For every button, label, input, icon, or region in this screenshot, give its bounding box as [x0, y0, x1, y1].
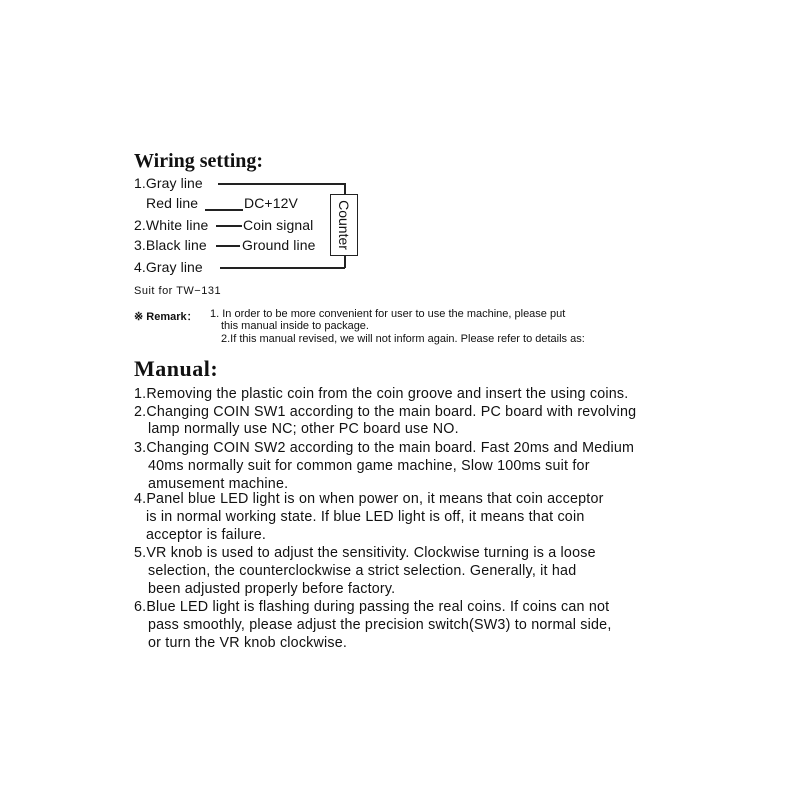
wire-signal-white: Coin signal	[243, 217, 314, 233]
remark-item-1-cont: this manual inside to package.	[221, 320, 369, 332]
manual-line: 3.Changing COIN SW2 according to the main board. Fast 20ms and Medium	[134, 440, 635, 456]
wire-signal-black: Ground line	[242, 237, 316, 253]
wire-white-line	[216, 225, 242, 227]
manual-line: lamp normally use NC; other PC board use NO.	[148, 421, 459, 437]
manual-line: 6.Blue LED light is flashing during passing the real coins. If coins can not	[134, 599, 610, 615]
manual-line: 1.Removing the plastic coin from the coin groove and insert the using coins.	[134, 386, 629, 402]
manual-line: amusement machine.	[148, 476, 289, 492]
remark-item-1: 1. In order to be more convenient for user to use the machine, please put	[210, 308, 566, 320]
manual-line: been adjusted properly before factory.	[148, 581, 396, 597]
remark-item-2: 2.If this manual revised, we will not inform again. Please refer to details as:	[221, 333, 585, 345]
wire-label-black: 3.Black line	[134, 237, 207, 253]
manual-line: selection, the counterclockwise a strict selection. Generally, it had	[148, 563, 577, 579]
wire-signal-red: DC+12V	[244, 195, 298, 211]
wire-label-gray-4: 4.Gray line	[134, 259, 203, 275]
wire-red-line	[205, 209, 243, 211]
wire-black-line	[216, 245, 240, 247]
manual-line: is in normal working state. If blue LED light is off, it means that coin	[146, 509, 585, 525]
manual-line: 2.Changing COIN SW1 according to the main board. PC board with revolving	[134, 404, 637, 420]
manual-line: or turn the VR knob clockwise.	[148, 635, 348, 651]
wire-label-white: 2.White line	[134, 217, 209, 233]
wire-gray-1-line	[218, 183, 345, 185]
manual-line: pass smoothly, please adjust the precision switch(SW3) to normal side,	[148, 617, 612, 633]
wire-label-red: Red line	[146, 195, 199, 211]
wire-gray-4-rise	[344, 255, 346, 268]
wiring-title: Wiring setting:	[134, 150, 264, 172]
manual-line: 4.Panel blue LED light is on when power on, it means that coin acceptor	[134, 491, 604, 507]
manual-line: 40ms normally suit for common game machine, Slow 100ms suit for	[148, 458, 590, 474]
counter-box	[330, 194, 358, 256]
remark-label: ※ Remark：	[134, 311, 198, 323]
counter-label: Counter	[336, 200, 352, 250]
manual-title: Manual:	[134, 356, 219, 381]
wire-label-gray-1: 1.Gray line	[134, 175, 203, 191]
manual-line: acceptor is failure.	[146, 527, 267, 543]
manual-line: 5.VR knob is used to adjust the sensitivity. Clockwise turning is a loose	[134, 545, 596, 561]
wire-gray-4-line	[220, 267, 345, 269]
suit-for-text: Suit for TW−131	[134, 285, 222, 297]
